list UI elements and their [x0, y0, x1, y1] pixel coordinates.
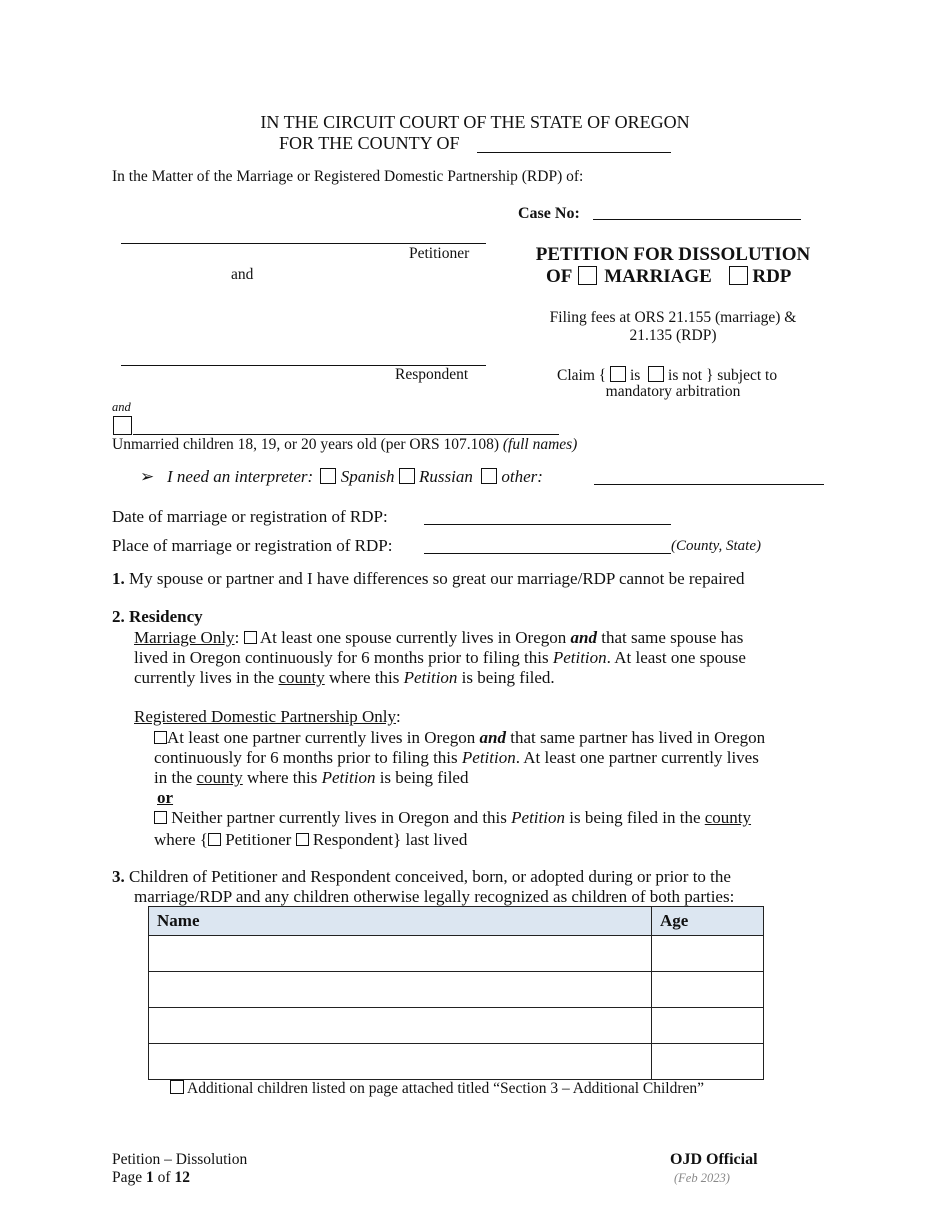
- footer-date: (Feb 2023): [674, 1171, 730, 1185]
- title-options: OF MARRIAGE RDP: [546, 266, 792, 287]
- section-2-heading: 2. Residency: [112, 607, 203, 626]
- respondent-label: Respondent: [395, 366, 469, 383]
- column-header-name: Name: [149, 907, 652, 936]
- last-lived-petitioner-checkbox[interactable]: [208, 833, 221, 846]
- table-row: [149, 1008, 764, 1044]
- neither-partner-checkbox[interactable]: [154, 811, 167, 824]
- last-lived-respondent-checkbox[interactable]: [296, 833, 309, 846]
- bullet-arrow-icon: ➢: [140, 467, 155, 486]
- russian-checkbox[interactable]: [399, 468, 415, 484]
- footer-official: OJD Official: [670, 1151, 758, 1168]
- case-no-field[interactable]: [593, 219, 801, 220]
- rdp-residency-checkbox[interactable]: [154, 731, 167, 744]
- rdp-checkbox[interactable]: [729, 266, 748, 285]
- section-3-intro: 3. Children of Petitioner and Respondent conceived, born, or adopted during or prior to the marriage/RDP and any children otherwise legally recognized as children of both parties:: [112, 867, 735, 906]
- filing-fees-line2: 21.135 (RDP): [629, 327, 717, 344]
- adult-children-note: Unmarried children 18, 19, or 20 years old (per ORS 107.108) (full names): [112, 436, 578, 453]
- county-heading: FOR THE COUNTY OF: [279, 133, 460, 153]
- child-name-cell[interactable]: [149, 1044, 652, 1080]
- and-label: and: [231, 266, 254, 283]
- child-age-cell[interactable]: [652, 1008, 764, 1044]
- filing-fees-line1: Filing fees at ORS 21.155 (marriage) &: [549, 309, 797, 326]
- petition-title: PETITION FOR DISSOLUTION: [535, 244, 811, 265]
- child-age-cell[interactable]: [652, 1044, 764, 1080]
- interpreter-line: ➢ I need an interpreter: Spanish Russian other:: [140, 467, 543, 486]
- county-field[interactable]: [477, 152, 671, 153]
- child-name-cell[interactable]: [149, 936, 652, 972]
- section-1: 1. My spouse or partner and I have differences so great our marriage/RDP cannot be repaired: [112, 569, 745, 588]
- claim-is-checkbox[interactable]: [610, 366, 626, 382]
- other-language-checkbox[interactable]: [481, 468, 497, 484]
- date-of-marriage-field[interactable]: [424, 524, 671, 525]
- spanish-checkbox[interactable]: [320, 468, 336, 484]
- petitioner-name-field[interactable]: [121, 243, 486, 244]
- rdp-only-heading: Registered Domestic Partnership Only:: [134, 707, 401, 726]
- court-heading: IN THE CIRCUIT COURT OF THE STATE OF OREGON: [260, 112, 690, 132]
- child-age-cell[interactable]: [652, 972, 764, 1008]
- marriage-only-checkbox[interactable]: [244, 631, 257, 644]
- petitioner-label: Petitioner: [409, 245, 470, 262]
- children-table: [148, 906, 764, 1080]
- place-suffix: (County, State): [671, 538, 761, 554]
- matter-line: In the Matter of the Marriage or Registered Domestic Partnership (RDP) of:: [112, 168, 584, 185]
- adult-children-checkbox[interactable]: [113, 416, 132, 438]
- child-age-cell[interactable]: [652, 936, 764, 972]
- footer-form-name: Petition – Dissolution: [112, 1151, 248, 1168]
- claim-line2: mandatory arbitration: [605, 383, 741, 400]
- child-name-cell[interactable]: [149, 1008, 652, 1044]
- additional-children-line: Additional children listed on page attached titled “Section 3 – Additional Children”: [170, 1080, 704, 1098]
- table-row: [149, 1044, 764, 1080]
- marriage-only-block: Marriage Only: At least one spouse currently lives in Oregon and that same spouse has lived in Oregon continuously for 6 months prior to filing this Petition. At least one spouse currently lives in the county where this Petition is being filed.: [134, 628, 746, 687]
- and-small-label: and: [112, 400, 131, 414]
- adult-children-names-field[interactable]: [133, 434, 559, 435]
- child-name-cell[interactable]: [149, 972, 652, 1008]
- column-header-age: Age: [652, 907, 764, 936]
- claim-is-not-checkbox[interactable]: [648, 366, 664, 382]
- table-row: [149, 972, 764, 1008]
- marriage-checkbox[interactable]: [578, 266, 597, 285]
- claim-line: Claim { is is not } subject to: [557, 367, 778, 384]
- case-no-label: Case No:: [518, 205, 580, 222]
- rdp-only-block: At least one partner currently lives in Oregon and that same partner has lived in Oregon continuously for 6 months prior to filing this Petition. At least one partner currently lives in the county where this Petition is being filed or Neither partner currently lives in Oregon and this Petition is being filed in the county where { Petitioner Respondent} last lived: [154, 728, 766, 849]
- additional-children-checkbox[interactable]: [170, 1080, 184, 1094]
- date-of-marriage-label: Date of marriage or registration of RDP:: [112, 507, 388, 526]
- table-row: [149, 936, 764, 972]
- footer-page-number: Page 1 of 12: [112, 1169, 190, 1186]
- place-of-marriage-label: Place of marriage or registration of RDP:: [112, 536, 393, 555]
- place-of-marriage-field[interactable]: [424, 553, 671, 554]
- other-language-field[interactable]: [594, 484, 824, 485]
